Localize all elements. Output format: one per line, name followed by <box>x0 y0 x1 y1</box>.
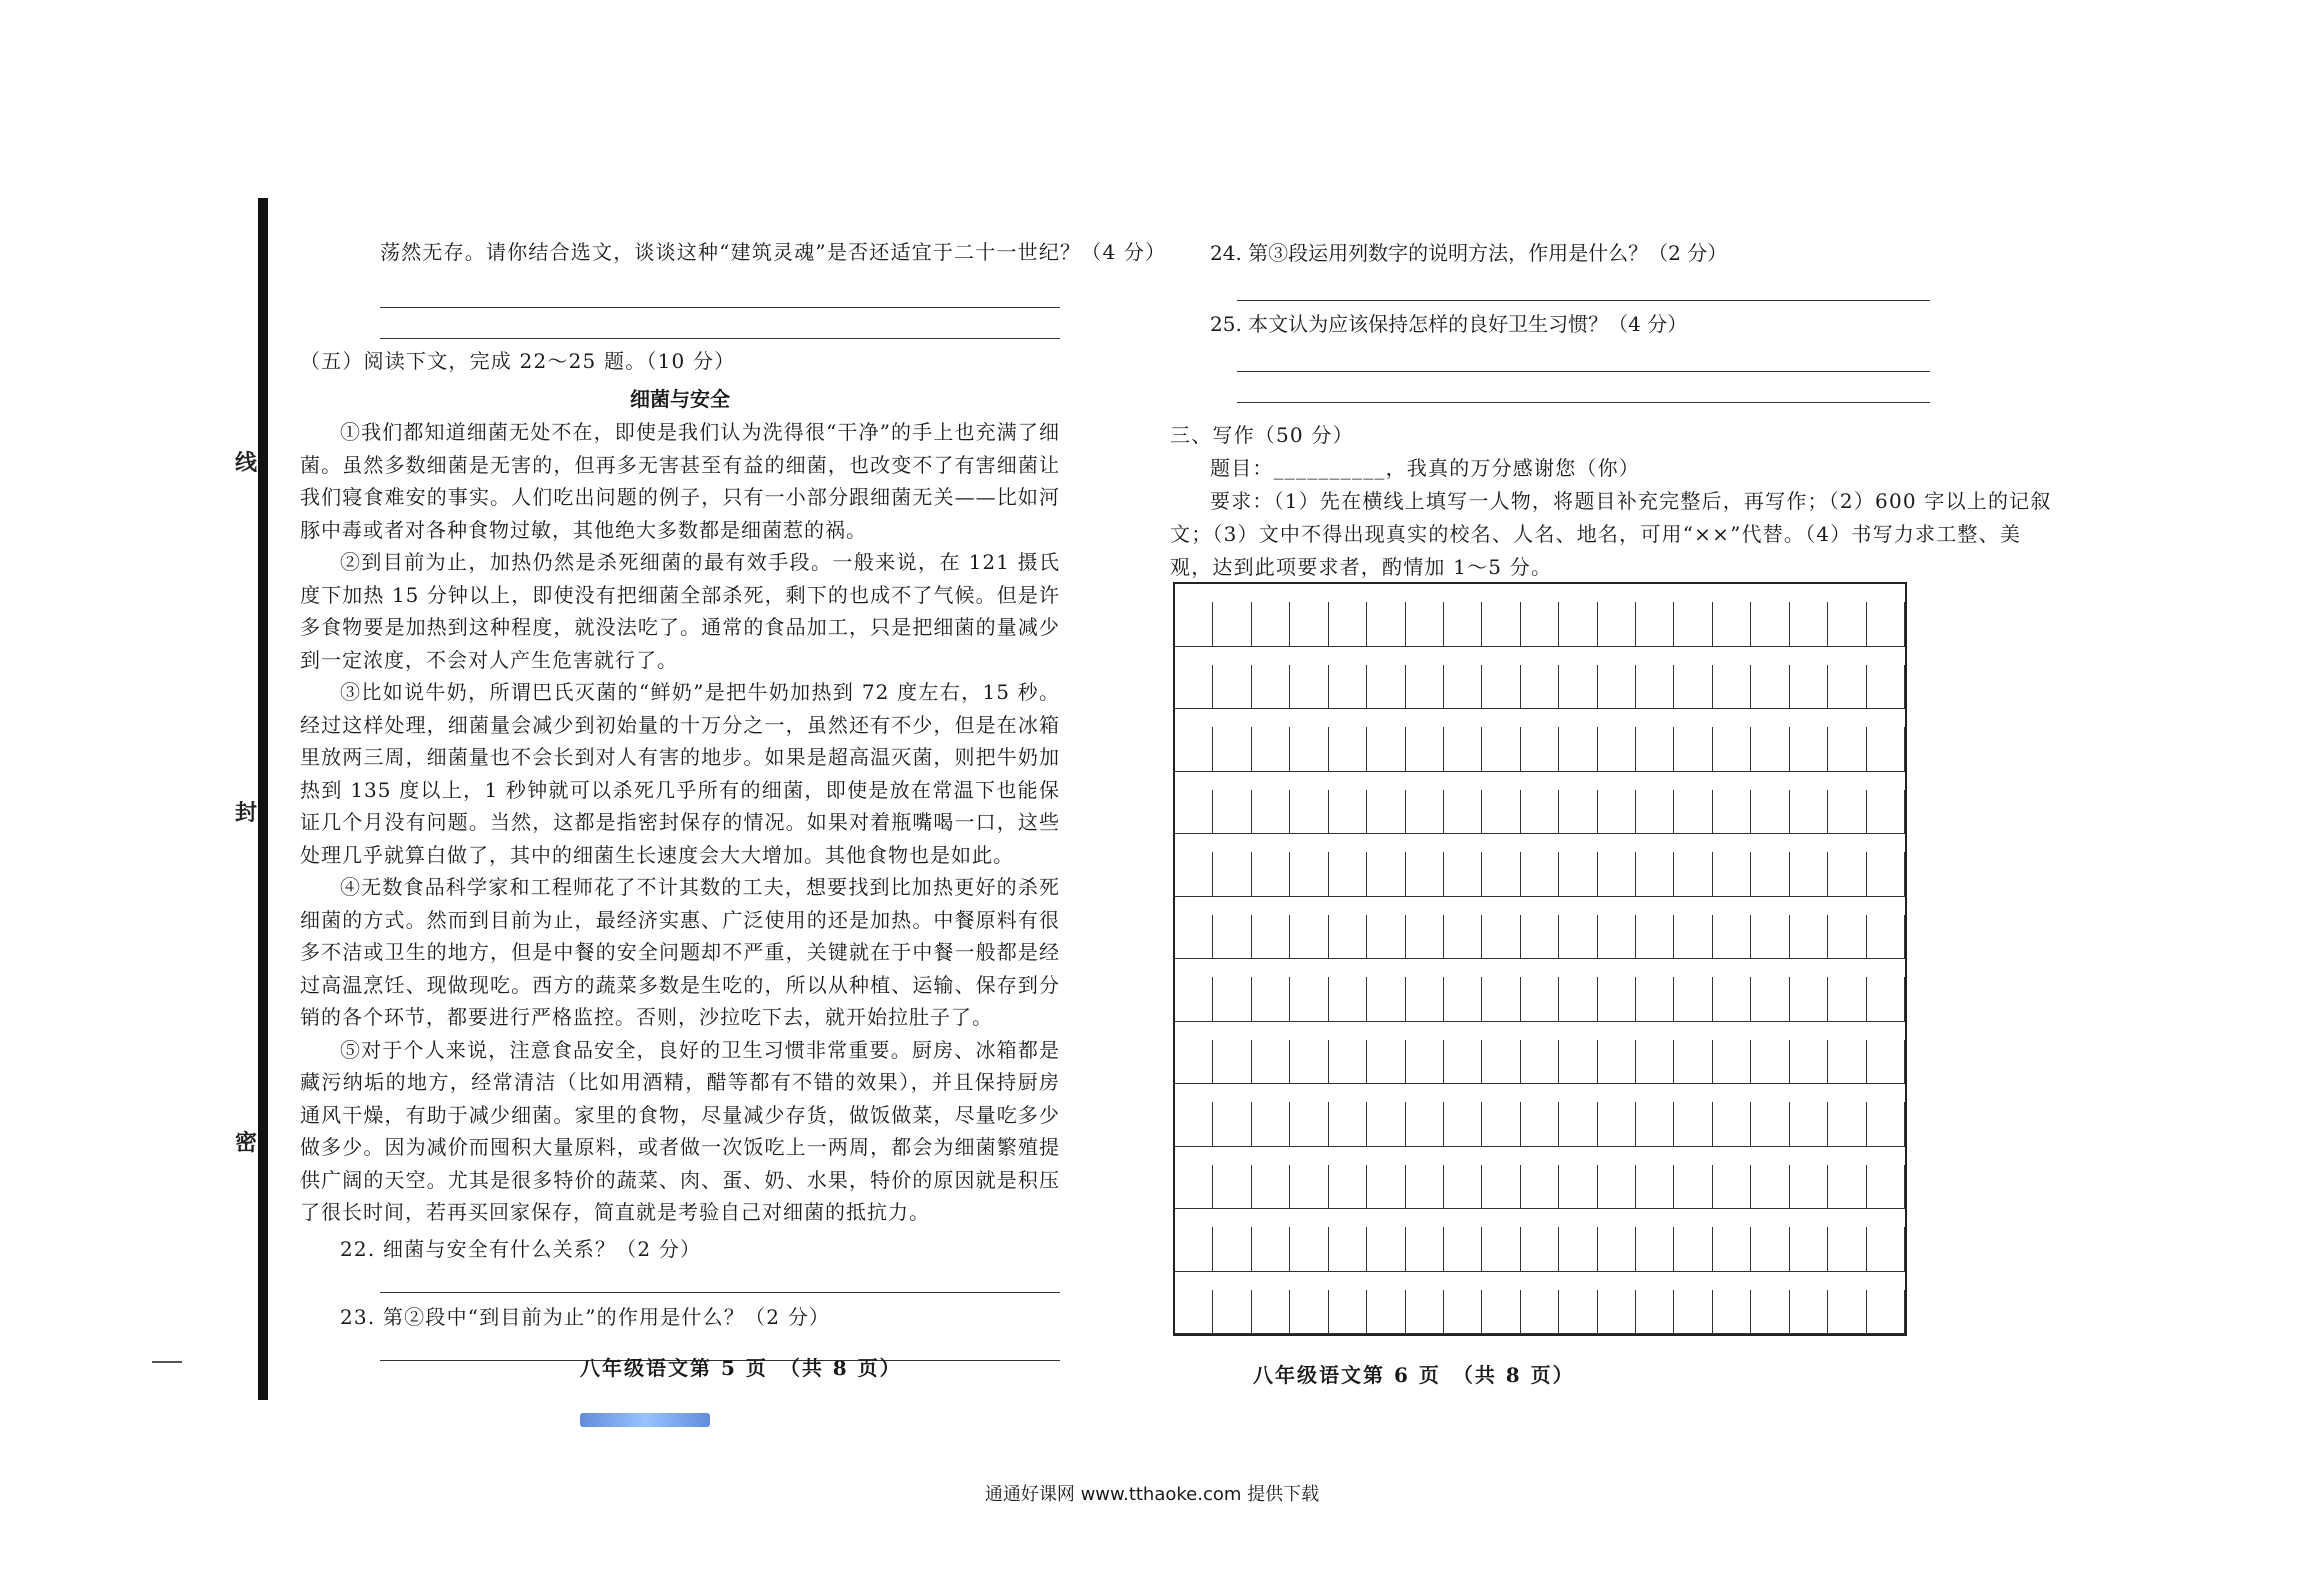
grid-cell[interactable] <box>1175 852 1213 897</box>
grid-cell[interactable] <box>1636 602 1674 647</box>
grid-cell[interactable] <box>1598 1290 1636 1335</box>
answer-line[interactable] <box>380 308 1060 339</box>
grid-cell[interactable] <box>1751 1102 1789 1147</box>
grid-cell[interactable] <box>1598 1040 1636 1085</box>
grid-cell[interactable] <box>1290 1165 1328 1210</box>
grid-cell[interactable] <box>1329 852 1367 897</box>
grid-cell[interactable] <box>1213 1227 1251 1272</box>
grid-cell[interactable] <box>1636 1165 1674 1210</box>
grid-cell[interactable] <box>1521 1227 1559 1272</box>
grid-cell[interactable] <box>1713 915 1751 960</box>
grid-cell[interactable] <box>1867 852 1905 897</box>
grid-cell[interactable] <box>1444 1165 1482 1210</box>
grid-cell[interactable] <box>1751 1290 1789 1335</box>
grid-cell[interactable] <box>1674 665 1712 710</box>
grid-cell[interactable] <box>1790 915 1828 960</box>
grid-cell[interactable] <box>1175 915 1213 960</box>
continuation-question: 荡然无存。请你结合选文，谈谈这种“建筑灵魂”是否还适宜于二十一世纪？（4 分） <box>380 240 1167 264</box>
grid-cell[interactable] <box>1559 1102 1597 1147</box>
grid-cell[interactable] <box>1559 1290 1597 1335</box>
grid-cell[interactable] <box>1252 915 1290 960</box>
question-22: 22. 细菌与安全有什么关系？（2 分） <box>340 1236 702 1261</box>
grid-cell[interactable] <box>1252 1102 1290 1147</box>
grid-cell[interactable] <box>1444 915 1482 960</box>
question-25: 25. 本文认为应该保持怎样的良好卫生习惯？（4 分） <box>1210 312 1688 336</box>
grid-cell[interactable] <box>1598 665 1636 710</box>
grid-cell[interactable] <box>1521 1040 1559 1085</box>
grid-cell[interactable] <box>1867 790 1905 835</box>
grid-cell[interactable] <box>1482 915 1520 960</box>
grid-cell[interactable] <box>1444 977 1482 1022</box>
grid-cell[interactable] <box>1482 602 1520 647</box>
grid-cell[interactable] <box>1482 852 1520 897</box>
grid-cell[interactable] <box>1751 1165 1789 1210</box>
margin-char-xian: 线 <box>235 450 258 476</box>
writing-requirements-1: 要求：（1）先在横线上填写一人物，将题目补充完整后，再写作；（2）600 字以上的记叙 <box>1210 489 2052 513</box>
grid-cell[interactable] <box>1559 602 1597 647</box>
grid-cell[interactable] <box>1790 852 1828 897</box>
writing-grid-cells <box>1175 584 1905 1334</box>
grid-cell[interactable] <box>1367 665 1405 710</box>
grid-cell[interactable] <box>1636 852 1674 897</box>
paragraph-5: ⑤对于个人来说，注意食品安全，良好的卫生习惯非常重要。厨房、冰箱都是藏污纳垢的地方，经常清洁（比如用酒精，醋等都有不错的效果），并且保持厨房通风干燥，有助于减少细菌。家里的食物，尽量减少存货，做饭做菜，尽量吃多少做多少。因为减价而囤积大量原料，或者做一次饭吃上一两周，都会为细菌繁殖提供广阔的天空。尤其是很多特价的蔬菜、肉、蛋、奶、水果，特价的原因就是积压了很长时间，若再买回家保存，简直就是考验自己对细菌的抵抗力。 <box>300 1037 1060 1224</box>
grid-cell[interactable] <box>1252 852 1290 897</box>
grid-cell[interactable] <box>1482 1040 1520 1085</box>
grid-cell[interactable] <box>1290 852 1328 897</box>
grid-cell[interactable] <box>1790 977 1828 1022</box>
answer-line-25b[interactable] <box>1237 372 1930 403</box>
grid-cell[interactable] <box>1713 602 1751 647</box>
grid-cell[interactable] <box>1329 977 1367 1022</box>
grid-cell[interactable] <box>1559 977 1597 1022</box>
grid-cell[interactable] <box>1444 602 1482 647</box>
grid-cell[interactable] <box>1751 1227 1789 1272</box>
grid-cell[interactable] <box>1482 1227 1520 1272</box>
section-heading: （五）阅读下文，完成 22～25 题。（10 分） <box>300 349 736 373</box>
grid-cell[interactable] <box>1482 727 1520 772</box>
grid-cell[interactable] <box>1713 977 1751 1022</box>
grid-cell[interactable] <box>1713 1165 1751 1210</box>
grid-cell[interactable] <box>1674 727 1712 772</box>
grid-cell[interactable] <box>1329 1040 1367 1085</box>
grid-cell[interactable] <box>1751 602 1789 647</box>
grid-cell[interactable] <box>1790 1102 1828 1147</box>
grid-cell[interactable] <box>1444 790 1482 835</box>
grid-cell[interactable] <box>1367 1102 1405 1147</box>
grid-cell[interactable] <box>1867 1102 1905 1147</box>
grid-cell[interactable] <box>1751 665 1789 710</box>
grid-cell[interactable] <box>1751 977 1789 1022</box>
grid-cell[interactable] <box>1559 1040 1597 1085</box>
grid-cell[interactable] <box>1290 1290 1328 1335</box>
grid-cell[interactable] <box>1674 1290 1712 1335</box>
grid-cell[interactable] <box>1406 1102 1444 1147</box>
grid-cell[interactable] <box>1444 1102 1482 1147</box>
grid-cell[interactable] <box>1367 915 1405 960</box>
scan-mark <box>152 1361 182 1363</box>
grid-cell[interactable] <box>1482 790 1520 835</box>
grid-cell[interactable] <box>1713 1040 1751 1085</box>
paragraph-4: ④无数食品科学家和工程师花了不计其数的工夫，想要找到比加热更好的杀死细菌的方式。然而到目前为止，最经济实惠、广泛使用的还是加热。中餐原料有很多不洁或卫生的地方，但是中餐的安全问题却不严重，关键就在于中餐一般都是经过高温烹饪、现做现吃。西方的蔬菜多数是生吃的，所以从种植、运输、保存到分销的各个环节，都要进行严格监控。否则，沙拉吃下去，就开始拉肚子了。 <box>300 875 1060 1029</box>
grid-cell[interactable] <box>1175 977 1213 1022</box>
writing-requirements-3: 观，达到此项要求者，酌情加 1～5 分。 <box>1170 555 1553 579</box>
writing-grid[interactable] <box>1173 582 1907 1336</box>
grid-cell[interactable] <box>1213 790 1251 835</box>
grid-cell[interactable] <box>1406 1165 1444 1210</box>
grid-cell[interactable] <box>1867 915 1905 960</box>
grid-cell[interactable] <box>1521 1290 1559 1335</box>
margin-char-feng: 封 <box>235 800 258 826</box>
grid-cell[interactable] <box>1329 727 1367 772</box>
grid-cell[interactable] <box>1329 790 1367 835</box>
grid-cell[interactable] <box>1713 1290 1751 1335</box>
grid-cell[interactable] <box>1290 665 1328 710</box>
grid-cell[interactable] <box>1290 790 1328 835</box>
answer-line-24[interactable] <box>1237 270 1930 301</box>
grid-cell[interactable] <box>1213 602 1251 647</box>
binding-line <box>258 198 268 1400</box>
grid-cell[interactable] <box>1444 1040 1482 1085</box>
grid-cell[interactable] <box>1290 602 1328 647</box>
grid-cell[interactable] <box>1559 852 1597 897</box>
grid-cell[interactable] <box>1175 727 1213 772</box>
grid-cell[interactable] <box>1828 790 1866 835</box>
grid-cell[interactable] <box>1867 665 1905 710</box>
grid-cell[interactable] <box>1790 602 1828 647</box>
download-credit: 通通好课网 www.tthaoke.com 提供下载 <box>984 1484 1320 1505</box>
grid-cell[interactable] <box>1482 1102 1520 1147</box>
grid-cell[interactable] <box>1444 727 1482 772</box>
grid-cell[interactable] <box>1828 1227 1866 1272</box>
grid-cell[interactable] <box>1674 1102 1712 1147</box>
grid-cell[interactable] <box>1213 1102 1251 1147</box>
grid-cell[interactable] <box>1867 1227 1905 1272</box>
grid-cell[interactable] <box>1559 915 1597 960</box>
grid-cell[interactable] <box>1713 1102 1751 1147</box>
grid-cell[interactable] <box>1252 1040 1290 1085</box>
grid-cell[interactable] <box>1521 727 1559 772</box>
grid-cell[interactable] <box>1329 1102 1367 1147</box>
grid-cell[interactable] <box>1175 1290 1213 1335</box>
grid-cell[interactable] <box>1828 977 1866 1022</box>
grid-cell[interactable] <box>1790 1227 1828 1272</box>
grid-cell[interactable] <box>1406 602 1444 647</box>
grid-cell[interactable] <box>1828 727 1866 772</box>
grid-cell[interactable] <box>1713 1227 1751 1272</box>
grid-cell[interactable] <box>1213 915 1251 960</box>
grid-cell[interactable] <box>1252 727 1290 772</box>
grid-cell[interactable] <box>1367 1040 1405 1085</box>
grid-cell[interactable] <box>1751 1040 1789 1085</box>
article-title: 细菌与安全 <box>630 387 730 411</box>
grid-cell[interactable] <box>1482 1165 1520 1210</box>
grid-cell[interactable] <box>1598 727 1636 772</box>
grid-cell[interactable] <box>1598 977 1636 1022</box>
grid-cell[interactable] <box>1367 977 1405 1022</box>
grid-cell[interactable] <box>1406 727 1444 772</box>
grid-cell[interactable] <box>1521 602 1559 647</box>
grid-cell[interactable] <box>1674 1040 1712 1085</box>
grid-cell[interactable] <box>1252 602 1290 647</box>
grid-cell[interactable] <box>1482 977 1520 1022</box>
grid-cell[interactable] <box>1636 790 1674 835</box>
grid-cell[interactable] <box>1175 602 1213 647</box>
question-24: 24. 第③段运用列数字的说明方法，作用是什么？（2 分） <box>1210 241 1728 265</box>
grid-cell[interactable] <box>1175 1227 1213 1272</box>
grid-cell[interactable] <box>1175 1165 1213 1210</box>
grid-cell[interactable] <box>1636 1227 1674 1272</box>
grid-cell[interactable] <box>1252 790 1290 835</box>
grid-cell[interactable] <box>1751 852 1789 897</box>
grid-cell[interactable] <box>1290 1102 1328 1147</box>
grid-cell[interactable] <box>1559 727 1597 772</box>
grid-cell[interactable] <box>1367 1165 1405 1210</box>
grid-cell[interactable] <box>1636 1102 1674 1147</box>
grid-cell[interactable] <box>1329 665 1367 710</box>
grid-cell[interactable] <box>1406 1290 1444 1335</box>
grid-cell[interactable] <box>1406 665 1444 710</box>
grid-cell[interactable] <box>1175 1040 1213 1085</box>
right-page <box>1170 236 2052 584</box>
grid-cell[interactable] <box>1674 1165 1712 1210</box>
grid-cell[interactable] <box>1290 1227 1328 1272</box>
grid-cell[interactable] <box>1828 1165 1866 1210</box>
grid-cell[interactable] <box>1751 915 1789 960</box>
grid-cell[interactable] <box>1444 852 1482 897</box>
paragraph-3: ③比如说牛奶，所谓巴氏灭菌的“鲜奶”是把牛奶加热到 72 度左右，15 秒。经过这样处理，细菌量会减少到初始量的十万分之一，虽然还有不少，但是在冰箱里放两三周，细菌量也不会长到对人有害的地步。如果是超高温灭菌，则把牛奶加热到 135 度以上，1 秒钟就可以杀死几乎所有的细菌，即使是放在常温下也能保证几个月没有问题。当然，这都是指密封保存的情况。如果对着瓶嘴喝一口，这些处理几乎就算白做了，其中的细菌生长速度会大大增加。其他食物也是如此。 <box>300 680 1060 867</box>
grid-cell[interactable] <box>1367 852 1405 897</box>
grid-cell[interactable] <box>1290 727 1328 772</box>
grid-cell[interactable] <box>1790 1040 1828 1085</box>
grid-cell[interactable] <box>1674 790 1712 835</box>
grid-cell[interactable] <box>1252 1165 1290 1210</box>
grid-cell[interactable] <box>1213 1040 1251 1085</box>
grid-cell[interactable] <box>1252 665 1290 710</box>
grid-cell[interactable] <box>1290 977 1328 1022</box>
grid-cell[interactable] <box>1367 602 1405 647</box>
grid-cell[interactable] <box>1175 665 1213 710</box>
grid-cell[interactable] <box>1213 727 1251 772</box>
writing-heading: 三、写作（50 分） <box>1170 423 1354 447</box>
grid-cell[interactable] <box>1828 1102 1866 1147</box>
grid-cell[interactable] <box>1828 915 1866 960</box>
grid-cell[interactable] <box>1213 852 1251 897</box>
grid-cell[interactable] <box>1790 1290 1828 1335</box>
grid-cell[interactable] <box>1674 852 1712 897</box>
grid-cell[interactable] <box>1482 1290 1520 1335</box>
grid-cell[interactable] <box>1598 1227 1636 1272</box>
grid-cell[interactable] <box>1367 1290 1405 1335</box>
grid-cell[interactable] <box>1521 1102 1559 1147</box>
question-23: 23. 第②段中“到目前为止”的作用是什么？（2 分） <box>340 1304 831 1329</box>
grid-cell[interactable] <box>1406 790 1444 835</box>
grid-cell[interactable] <box>1367 727 1405 772</box>
grid-cell[interactable] <box>1790 790 1828 835</box>
grid-cell[interactable] <box>1252 977 1290 1022</box>
grid-cell[interactable] <box>1444 1227 1482 1272</box>
grid-cell[interactable] <box>1367 790 1405 835</box>
writing-topic: 题目：__________，我真的万分感谢您（你） <box>1210 456 1640 480</box>
grid-cell[interactable] <box>1329 1227 1367 1272</box>
grid-cell[interactable] <box>1406 915 1444 960</box>
grid-cell[interactable] <box>1713 665 1751 710</box>
grid-cell[interactable] <box>1867 1290 1905 1335</box>
grid-cell[interactable] <box>1175 1102 1213 1147</box>
grid-cell[interactable] <box>1406 852 1444 897</box>
grid-cell[interactable] <box>1713 727 1751 772</box>
grid-cell[interactable] <box>1790 1165 1828 1210</box>
grid-cell[interactable] <box>1367 1227 1405 1272</box>
grid-cell[interactable] <box>1636 665 1674 710</box>
answer-line[interactable] <box>380 277 1060 308</box>
grid-cell[interactable] <box>1636 977 1674 1022</box>
grid-cell[interactable] <box>1751 790 1789 835</box>
grid-cell[interactable] <box>1598 852 1636 897</box>
grid-cell[interactable] <box>1406 1040 1444 1085</box>
paragraph-2: ②到目前为止，加热仍然是杀死细菌的最有效手段。一般来说，在 121 摄氏度下加热 15 分钟以上，即使没有把细菌全部杀死，剩下的也成不了气候。但是许多食物要是加热到这种程度，就没法吃了。通常的食品加工，只是把细菌的量减少到一定浓度，不会对人产生危害就行了。 <box>300 550 1060 672</box>
grid-cell[interactable] <box>1329 1165 1367 1210</box>
grid-cell[interactable] <box>1329 915 1367 960</box>
watermark-logo <box>580 1413 710 1427</box>
grid-cell[interactable] <box>1751 727 1789 772</box>
grid-cell[interactable] <box>1290 915 1328 960</box>
grid-cell[interactable] <box>1213 665 1251 710</box>
grid-cell[interactable] <box>1329 602 1367 647</box>
grid-cell[interactable] <box>1213 1165 1251 1210</box>
grid-cell[interactable] <box>1521 977 1559 1022</box>
grid-cell[interactable] <box>1867 727 1905 772</box>
grid-cell[interactable] <box>1790 665 1828 710</box>
answer-line-22[interactable] <box>380 1266 1060 1293</box>
left-footer: 八年级语文第 5 页 （共 8 页） <box>580 1356 902 1380</box>
grid-cell[interactable] <box>1329 1290 1367 1335</box>
grid-cell[interactable] <box>1867 1165 1905 1210</box>
grid-cell[interactable] <box>1521 665 1559 710</box>
grid-cell[interactable] <box>1674 977 1712 1022</box>
grid-cell[interactable] <box>1598 790 1636 835</box>
grid-cell[interactable] <box>1867 977 1905 1022</box>
answer-line-25a[interactable] <box>1237 341 1930 372</box>
margin-char-mi: 密 <box>235 1130 258 1156</box>
grid-cell[interactable] <box>1636 915 1674 960</box>
grid-cell[interactable] <box>1674 602 1712 647</box>
grid-cell[interactable] <box>1636 1290 1674 1335</box>
grid-cell[interactable] <box>1175 790 1213 835</box>
grid-cell[interactable] <box>1636 727 1674 772</box>
grid-cell[interactable] <box>1674 915 1712 960</box>
grid-cell[interactable] <box>1713 852 1751 897</box>
grid-cell[interactable] <box>1444 1290 1482 1335</box>
grid-cell[interactable] <box>1290 1040 1328 1085</box>
grid-cell[interactable] <box>1674 1227 1712 1272</box>
grid-cell[interactable] <box>1482 665 1520 710</box>
grid-cell[interactable] <box>1521 852 1559 897</box>
grid-cell[interactable] <box>1790 727 1828 772</box>
grid-cell[interactable] <box>1828 602 1866 647</box>
grid-cell[interactable] <box>1213 977 1251 1022</box>
grid-cell[interactable] <box>1521 790 1559 835</box>
grid-cell[interactable] <box>1636 1040 1674 1085</box>
grid-cell[interactable] <box>1252 1290 1290 1335</box>
grid-cell[interactable] <box>1598 915 1636 960</box>
grid-cell[interactable] <box>1713 790 1751 835</box>
grid-cell[interactable] <box>1559 1165 1597 1210</box>
grid-cell[interactable] <box>1252 1227 1290 1272</box>
grid-cell[interactable] <box>1406 977 1444 1022</box>
grid-cell[interactable] <box>1213 1290 1251 1335</box>
grid-cell[interactable] <box>1867 602 1905 647</box>
grid-cell[interactable] <box>1828 852 1866 897</box>
grid-cell[interactable] <box>1444 665 1482 710</box>
grid-cell[interactable] <box>1559 665 1597 710</box>
grid-cell[interactable] <box>1598 602 1636 647</box>
right-footer: 八年级语文第 6 页 （共 8 页） <box>1253 1363 1575 1387</box>
grid-cell[interactable] <box>1559 1227 1597 1272</box>
grid-cell[interactable] <box>1521 915 1559 960</box>
grid-cell[interactable] <box>1867 1040 1905 1085</box>
grid-cell[interactable] <box>1521 1165 1559 1210</box>
grid-cell[interactable] <box>1598 1102 1636 1147</box>
writing-requirements-2: 文；（3）文中不得出现真实的校名、人名、地名，可用“××”代替。（4）书写力求工整、美 <box>1170 522 2022 546</box>
left-page <box>300 236 1167 1361</box>
grid-cell[interactable] <box>1828 1290 1866 1335</box>
grid-cell[interactable] <box>1406 1227 1444 1272</box>
grid-cell[interactable] <box>1828 1040 1866 1085</box>
paragraph-1: ①我们都知道细菌无处不在，即使是我们认为洗得很“干净”的手上也充满了细菌。虽然多数细菌是无害的，但再多无害甚至有益的细菌，也改变不了有害细菌让我们寝食难安的事实。人们吃出问题的例子，只有一小部分跟细菌无关——比如河豚中毒或者对各种食物过敏，其他绝大多数都是细菌惹的祸。 <box>300 420 1060 542</box>
grid-cell[interactable] <box>1598 1165 1636 1210</box>
grid-cell[interactable] <box>1559 790 1597 835</box>
grid-cell[interactable] <box>1828 665 1866 710</box>
